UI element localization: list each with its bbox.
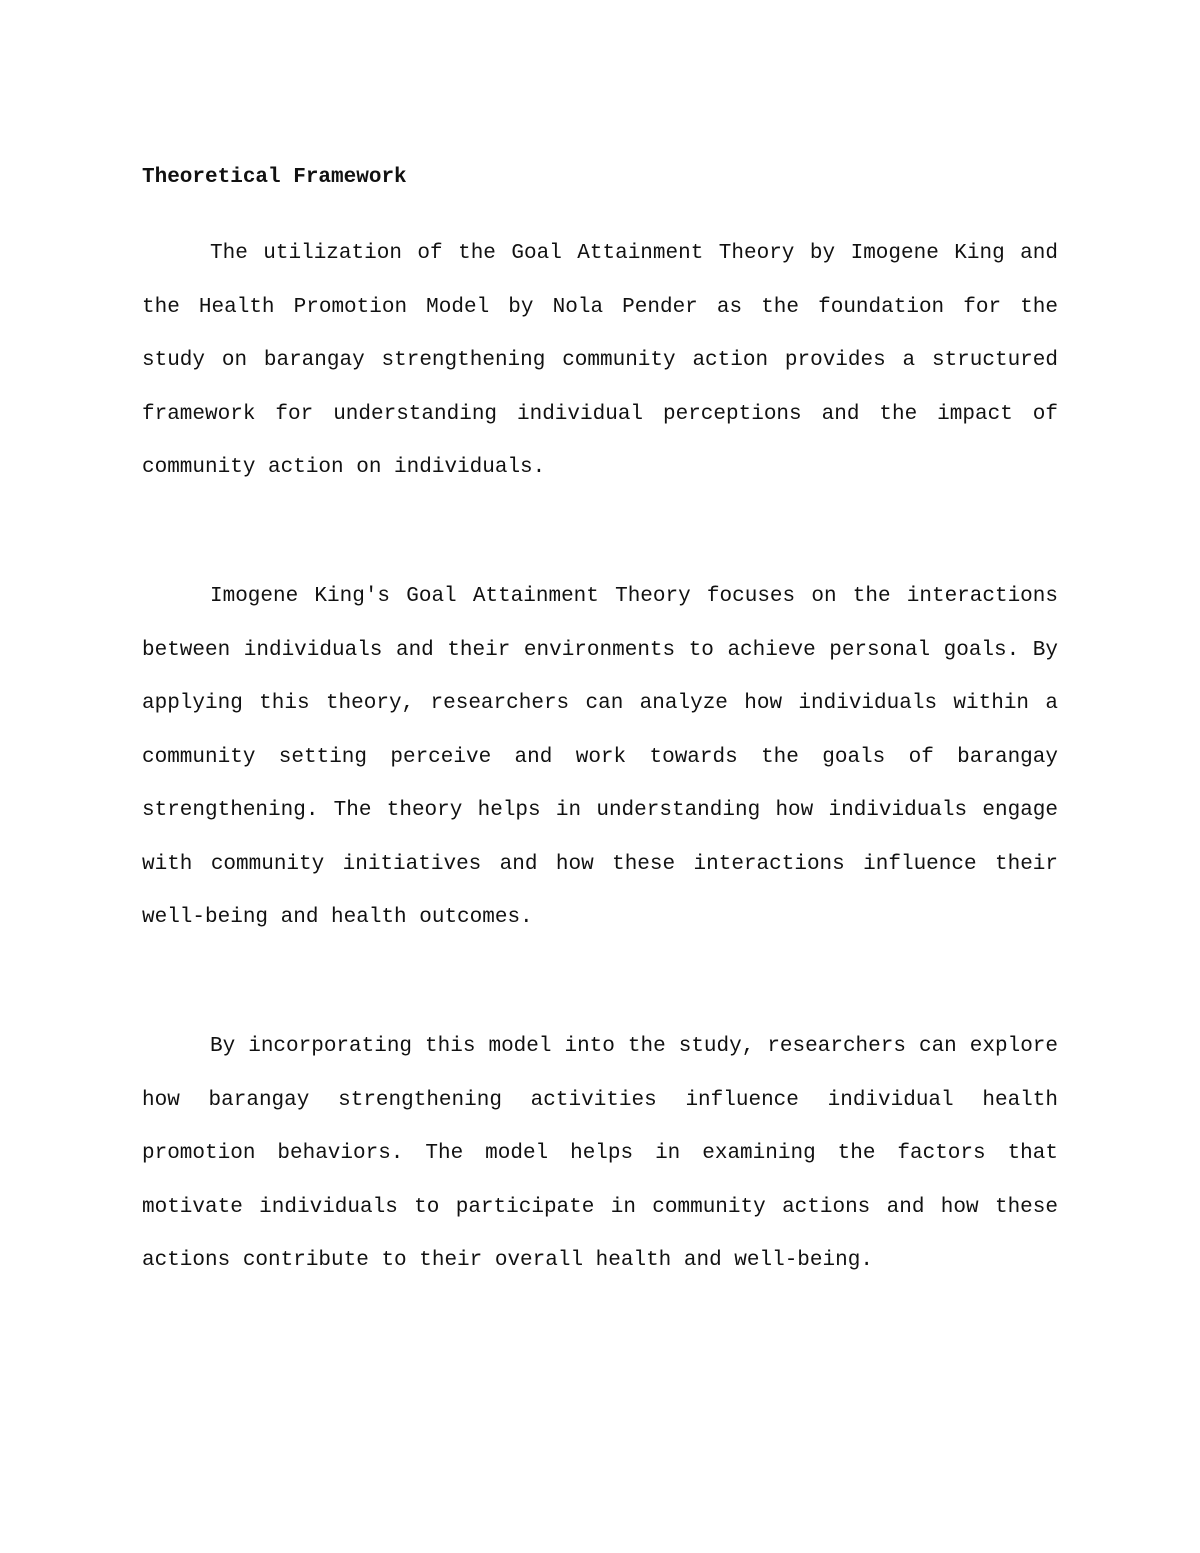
paragraph-goal-attainment: Imogene King's Goal Attainment Theory focuses on the interactions between individuals and their environments to achieve personal goals. By applying this theory, researchers can analyze how individuals within a community setting perceive and work towards the goals of barangay strengthening. The theory helps in understanding how individuals engage with community initiatives and how these interactions influence their well-being and health outcomes. <box>142 585 1058 929</box>
paragraph-intro: The utilization of the Goal Attainment Theory by Imogene King and the Health Promotion Model by Nola Pender as the foundation for the study on barangay strengthening community action provides a structured framework for understanding individual perceptions and the impact of community action on individuals. <box>142 242 1058 479</box>
paragraph-health-promotion: By incorporating this model into the study, researchers can explore how barangay strengthening activities influence individual health promotion behaviors. The model helps in examining the factors that motivate individuals to participate in community actions and how these actions contribute to their overall health and well-being. <box>142 1035 1058 1272</box>
section-heading: Theoretical Framework <box>142 166 407 189</box>
